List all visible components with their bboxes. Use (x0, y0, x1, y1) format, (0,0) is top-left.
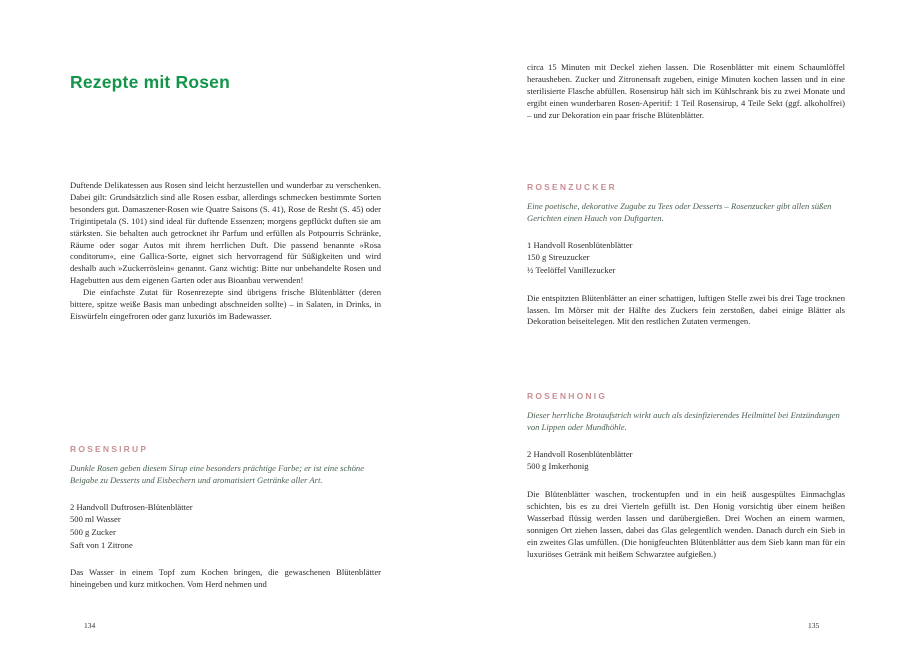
section-rosenzucker (527, 182, 845, 328)
left-intro-block (70, 180, 381, 323)
continuation-paragraph: circa 15 Minuten mit Deckel ziehen lassen. Die Rosenblätter mit einem Schaumlöffel herausheben. Zucker und Zitronensaft zugeben, einige Minuten kochen lassen und in eine sterilisierte Flasche abfüllen. Rosensirup hält sich im Kühlschrank bis zu zwei Monate und ergibt einen wunderbaren Rosen-Aperitif: 1 Teil Rosensirup, 4 Teile Sekt (ggf. alkoholfrei) – und zur Dekoration ein paar frische Blütenblätter. (527, 62, 845, 120)
ingredient-line: 500 ml Wasser (70, 514, 121, 525)
recipe-step: Das Wasser in einem Topf zum Kochen bringen, die gewaschenen Blütenblätter hineingeben und kurz mitkochen. Vom Herd nehmen und (70, 567, 381, 590)
ingredient-line: 500 g Zucker (70, 527, 116, 537)
ingredient-line: ½ Teelöffel Vanillezucker (527, 265, 616, 275)
ingredient-line: Saft von 1 Zitrone (70, 539, 133, 550)
ingredient-line: 2 Handvoll Duftrosen-Blütenblätter (70, 501, 193, 512)
ingredient-line: 150 g Streuzucker (527, 252, 590, 263)
body-paragraph: Duftende Delikatessen aus Rosen sind leicht herzustellen und wunderbar zu verschenken. Dabei gilt: Grundsätzlich sind alle Rosen essbar, allerdings schmecken bestimmte Sorten besonders gut. Damaszener-Rosen wie Quatre Saisons (S. 41), Rose de Resht (S. 45) oder Trigintipetala (S. 101) sind ideal für duftende Essenzen; morgens gepflückt duften sie am stärksten. Sie behalten auch getrocknet ihr Parfum und erfüllen als Potpourris Schränke, Räume oder sogar Autos mit ihrem herrlichen Duft. Die passend benannte »Rosa conditorum«, eine Gallica-Sorte, eignet sich hervorragend für Süßigkeiten und wird deshalb auch »Zuckerröslein« genannt. Ganz wichtig: Bitte nur unbehandelte Rosen und Hagebutten aus dem eigenen Garten oder aus Bioanbau verwenden! (70, 180, 381, 286)
recipe-intro: Dunkle Rosen geben diesem Sirup eine besonders prächtige Farbe; er ist eine schöne Beigabe zu Desserts und Eisbechern und aromatisiert Getränke aller Art. (70, 463, 365, 485)
page-number-left: 134 (84, 621, 96, 630)
page-number-right: 135 (808, 621, 820, 630)
ingredient-line: 2 Handvoll Rosenblütenblätter (527, 448, 633, 459)
ingredient-list (527, 239, 845, 277)
recipe-intro: Dieser herrliche Brotaufstrich wirkt auch als desinfizierendes Heilmittel bei Entzündungen von Lippen oder Mundhöhle. (527, 410, 840, 432)
ingredient-list (70, 501, 381, 551)
section-rosensirup (70, 444, 381, 591)
section-heading-rosensirup: ROSENSIRUP (70, 444, 149, 454)
section-heading-rosenhonig: ROSENHONIG (527, 391, 608, 401)
page-title: Rezepte mit Rosen (70, 71, 230, 92)
recipe-step: Die Blütenblätter waschen, trockentupfen und in ein heiß ausgespültes Einmachglas schichten, bis es zu drei Vierteln gefüllt ist. Den Honig vorsichtig über einem heißen Wasserbad flüssig werden lassen und darübergießen. Drei Wochen an einem warmen, sonnigen Ort ziehen lassen, dabei das Glas gelegentlich wenden. Danach durch ein Sieb in ein zweites Glas umfüllen. (Die honigfeuchten Blütenblätter aus dem Sieb kann man für ein luxuriöses Getränk mit heißem Schwarztee aufgießen.) (527, 489, 845, 559)
ingredient-list (527, 448, 845, 473)
body-paragraph: Die einfachste Zutat für Rosenrezepte sind übrigens frische Blütenblätter (deren bittere, spitze weiße Basis man unbedingt abschneiden sollte) – in Salaten, in Drinks, in Eiswürfeln eingefroren oder ganz luxuriös im Badewasser. (70, 287, 381, 321)
recipe-step: Die entspitzten Blütenblätter an einer schattigen, luftigen Stelle zwei bis drei Tage trocknen lassen. Im Mörser mit der Hälfte des Zuckers fein zerstoßen, dabei einige Blätter als Dekoration beiseitelegen. Mit den restlichen Zutaten vermengen. (527, 292, 845, 327)
ingredient-line: 500 g Imkerhonig (527, 461, 589, 472)
recipe-intro: Eine poetische, dekorative Zugabe zu Tees oder Desserts – Rosenzucker gibt allen süßen Gerichten einen Hauch von Duftgarten. (527, 201, 832, 223)
section-rosenhonig (527, 391, 845, 560)
section-heading-rosenzucker: ROSENZUCKER (527, 182, 617, 192)
ingredient-line: 1 Handvoll Rosenblütenblätter (527, 239, 633, 250)
